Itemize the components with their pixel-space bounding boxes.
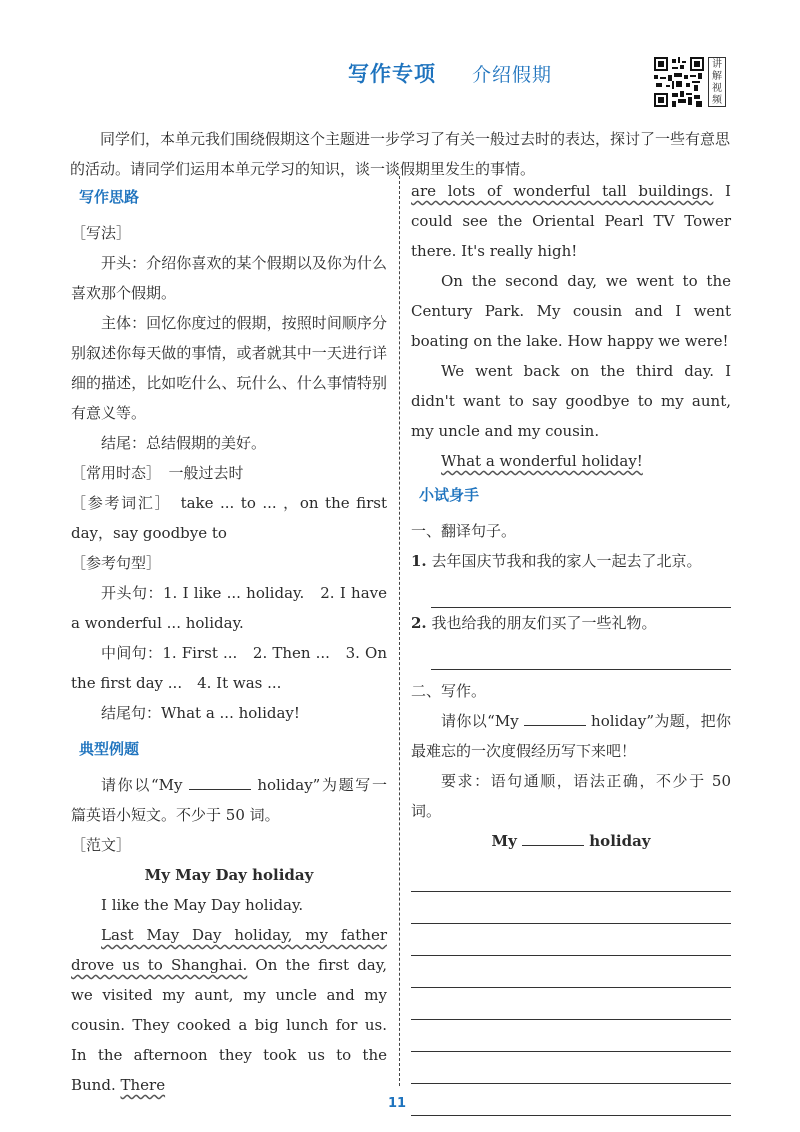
essay-wavy-phrase-2: There [120,1076,166,1094]
writing-line-4[interactable] [411,956,731,988]
q2-text-after: holiday”为题，把你最难忘的一次度假经历写下来吧！ [411,712,731,760]
example-task [71,770,387,830]
q1-number-1: 1. [411,552,427,570]
column-divider [399,176,400,1086]
q1-text-2: 我也给我的朋友们买了一些礼物。 [431,614,657,632]
question-2-title: 二、写作。 [411,682,487,700]
question-2-requirement: 要求：语句通顺，语法正确，不少于 50 词。 [411,772,731,820]
page-title: 写作专项 [348,62,436,86]
essay-paragraph-1: I like the May Day holiday. [101,896,304,914]
q2-blank [524,710,586,726]
essay-paragraph-5 [411,446,731,476]
writing-line-8[interactable] [411,1084,731,1116]
q1-number-2: 2. [411,614,427,632]
page-subtitle: 介绍假期 [472,64,553,86]
writing-line-6[interactable] [411,1020,731,1052]
essay-closing: What a wonderful holiday! [441,452,643,470]
writing-line-3[interactable] [411,924,731,956]
task-text-after: holiday”为题写一篇英语小短文。不少于 50 词。 [71,776,387,824]
section-practice: 小试身手 [419,486,480,504]
essay-paragraph-4: We went back on the third day. I didn't want to say goodbye to my aunt, my uncle and my cousin. [411,362,731,440]
pattern-tag: ［参考句型］ [71,554,162,572]
question-2-task [411,706,731,766]
left-column [71,180,387,1100]
body-guidance: 主体：回忆你度过的假期，按照时间顺序分别叙述你每天做的事情，或者就其中一天进行详细的描述，比如吃什么、玩什么、什么事情特别有意义等。 [71,314,387,422]
pattern-ending: 结尾句：What a ... holiday! [101,704,300,722]
section-example: 典型例题 [79,740,140,758]
qr-code-icon[interactable] [654,57,704,107]
writing-line-1[interactable] [411,860,731,892]
task-text-before: 请你以“My [101,776,183,794]
essay-paragraph-2 [71,920,387,1100]
essay-text-2: I could see the Oriental Pearl TV Tower there. It's really high! [411,182,731,260]
question-2-heading [411,826,731,856]
question-1-1 [411,546,731,576]
question-1-title: 一、翻译句子。 [411,522,517,540]
model-tag: ［范文］ [71,836,132,854]
essay-text: On the first day, we visited my aunt, my uncle and my cousin. They cooked a big lunch for us. In the afternoon they took us to the Bund. [71,956,387,1094]
answer-line-2[interactable] [431,638,731,670]
vocab-note: ［参考词汇］ take ... to ... ，on the first day，say goodbye to [71,494,387,542]
ending-guidance: 结尾：总结假期的美好。 [101,434,267,452]
writing-line-2[interactable] [411,892,731,924]
opening-guidance: 开头：介绍你喜欢的某个假期以及你为什么喜欢那个假期。 [71,254,387,302]
essay-wavy-phrase: Last May Day holiday, my father drove us to Shanghai. [71,926,387,974]
q2-text-before: 请你以“My [441,712,519,730]
q1-text-1: 去年国庆节我和我的家人一起去了北京。 [431,552,702,570]
qr-label: 讲解视频 [708,57,726,107]
intro-paragraph: 同学们，本单元我们围绕假期这个主题进一步学习了有关一般过去时的表达，探讨了一些有意思的活动。请同学们运用本单元学习的知识，谈一谈假期里发生的事情。 [70,130,731,178]
writing-line-7[interactable] [411,1052,731,1084]
tense-note: ［常用时态］ 一般过去时 [71,464,244,482]
section-writing-approach: 写作思路 [79,188,140,206]
q2-heading-b: holiday [589,832,651,850]
method-tag: ［写法］ [71,224,132,242]
q2-heading-blank [522,830,584,846]
essay-paragraph-3: On the second day, we went to the Century Park. My cousin and I went boating on the lake. How happy we were! [411,272,731,350]
right-column [411,176,731,1116]
pattern-opening: 开头句：1. I like ... holiday. 2. I have a wonderful ... holiday. [71,584,387,632]
question-1-2 [411,608,731,638]
writing-line-5[interactable] [411,988,731,1020]
essay-wavy-phrase-3: are lots of wonderful tall buildings. [411,182,714,200]
essay-continuation [411,176,731,266]
task-blank [189,774,251,790]
pattern-middle: 中间句：1. First ... 2. Then ... 3. On the first day ... 4. It was ... [71,644,387,692]
answer-line-1[interactable] [431,576,731,608]
q2-heading-a: My [491,832,517,850]
essay-title: My May Day holiday [144,866,314,884]
page-number: 11 [388,1096,407,1111]
